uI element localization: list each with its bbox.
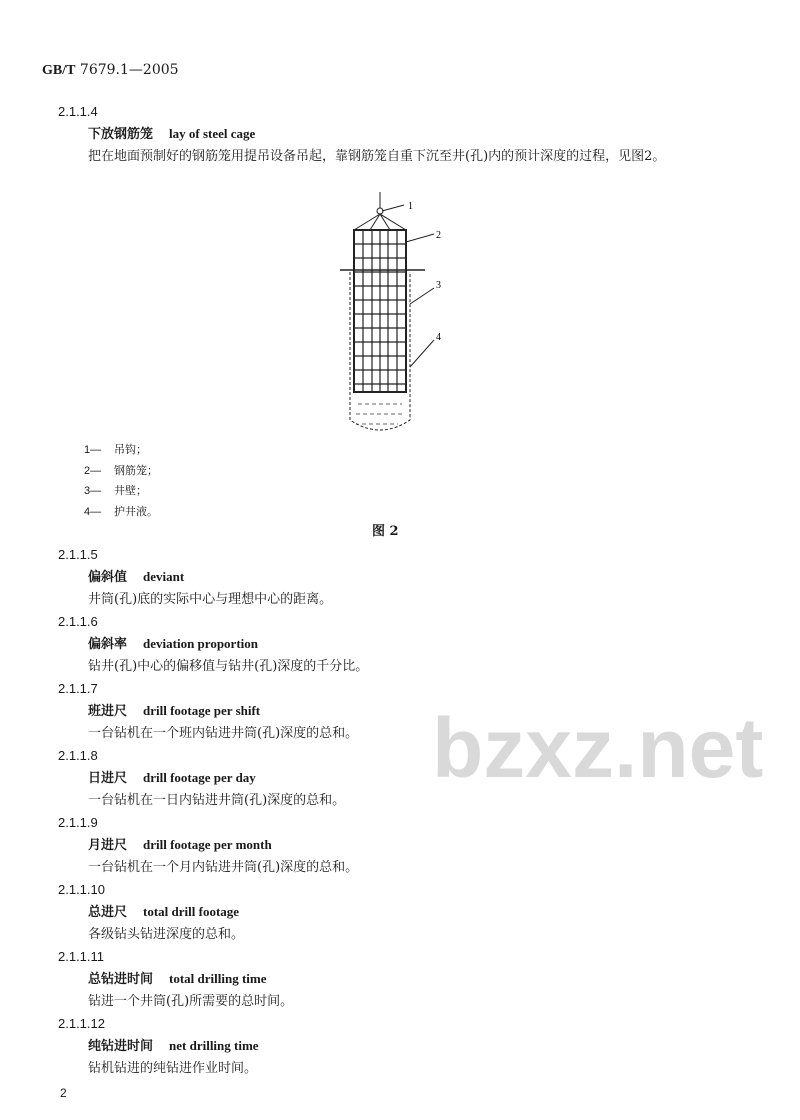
entry-number: 2.1.1.8 xyxy=(58,748,98,763)
term-zh: 纯钻进时间 xyxy=(88,1039,154,1054)
legend-item xyxy=(84,502,158,523)
term-en: deviation proportion xyxy=(143,636,258,651)
term-zh: 班进尺 xyxy=(88,704,128,719)
entry-definition: 一台钻机在一个班内钻进井筒(孔)深度的总和。 xyxy=(88,726,359,741)
term-entry xyxy=(0,879,800,946)
entry-term xyxy=(0,566,800,589)
term-entry xyxy=(0,812,800,879)
entry-term xyxy=(0,901,800,924)
callout-1: 1 xyxy=(408,201,413,212)
legend-item xyxy=(84,440,158,461)
entry-definition: 井筒(孔)底的实际中心与理想中心的距离。 xyxy=(88,592,333,607)
term-zh: 月进尺 xyxy=(88,838,128,853)
entry-number: 2.1.1.7 xyxy=(58,681,98,696)
entry-definition: 把在地面预制好的钢筋笼用提吊设备吊起，靠钢筋笼自重下沉至井(孔)内的预计深度的过程，见图2。 xyxy=(88,149,666,164)
entry-definition: 一台钻机在一日内钻进井筒(孔)深度的总和。 xyxy=(88,793,346,808)
legend-number: 2— xyxy=(84,464,102,477)
page-number: 2 xyxy=(60,1086,67,1100)
term-entry xyxy=(0,611,800,678)
term-entry xyxy=(0,101,800,168)
document-header xyxy=(42,62,179,79)
steel-cage-figure xyxy=(330,192,470,442)
term-entry xyxy=(0,678,800,745)
standard-number: 7679.1—2005 xyxy=(79,62,179,78)
entry-term xyxy=(0,123,800,146)
term-en: net drilling time xyxy=(169,1038,259,1053)
entry-definition: 各级钻头钻进深度的总和。 xyxy=(88,927,245,942)
entry-number: 2.1.1.12 xyxy=(58,1016,105,1031)
term-zh: 总进尺 xyxy=(88,905,128,920)
term-zh: 偏斜值 xyxy=(88,570,128,585)
figure-caption: 图 2 xyxy=(372,524,399,539)
watermark: bzxz.net xyxy=(432,701,764,795)
term-entry xyxy=(0,544,800,611)
callout-4: 4 xyxy=(436,332,441,343)
legend-text: 护井液。 xyxy=(114,504,158,518)
term-zh: 下放钢筋笼 xyxy=(88,127,154,142)
entry-term xyxy=(0,767,800,790)
entry-number: 2.1.1.4 xyxy=(58,104,98,119)
standard-code: GB/T xyxy=(42,63,76,78)
entry-term xyxy=(0,834,800,857)
callout-3: 3 xyxy=(436,280,441,291)
entry-definition: 钻机钻进的纯钻进作业时间。 xyxy=(88,1061,258,1076)
term-en: drill footage per month xyxy=(143,837,272,852)
entry-number: 2.1.1.10 xyxy=(58,882,105,897)
term-en: drill footage per day xyxy=(143,770,256,785)
entry-number: 2.1.1.6 xyxy=(58,614,98,629)
entry-number: 2.1.1.5 xyxy=(58,547,98,562)
term-entry xyxy=(0,745,800,812)
entry-term xyxy=(0,700,800,723)
term-list xyxy=(0,544,800,1080)
term-zh: 偏斜率 xyxy=(88,637,128,652)
term-entry xyxy=(0,946,800,1013)
entry-definition: 一台钻机在一个月内钻进井筒(孔)深度的总和。 xyxy=(88,860,359,875)
term-en: drill footage per shift xyxy=(143,703,261,718)
entry-number: 2.1.1.11 xyxy=(58,949,105,964)
legend-text: 井壁； xyxy=(114,484,147,497)
legend-number: 3— xyxy=(84,485,102,497)
term-en: deviant xyxy=(143,569,185,584)
entry-number: 2.1.1.9 xyxy=(58,815,98,830)
legend-number: 1— xyxy=(84,444,102,456)
callout-2: 2 xyxy=(436,230,441,241)
term-en: total drilling time xyxy=(169,971,267,986)
entry-term xyxy=(0,633,800,656)
legend-text: 钢筋笼； xyxy=(114,463,158,477)
legend-number: 4— xyxy=(84,505,102,518)
entry-definition: 钻进一个井筒(孔)所需要的总时间。 xyxy=(88,994,294,1009)
legend-item xyxy=(84,481,158,502)
figure-legend xyxy=(84,440,158,522)
entry-term xyxy=(0,968,800,991)
legend-item xyxy=(84,461,158,482)
term-en: total drill footage xyxy=(143,904,240,919)
entry-definition: 钻井(孔)中心的偏移值与钻井(孔)深度的千分比。 xyxy=(88,659,369,674)
term-entry xyxy=(0,1013,800,1080)
legend-text: 吊钩； xyxy=(114,443,147,456)
entry-term xyxy=(0,1035,800,1058)
term-en: lay of steel cage xyxy=(169,126,256,141)
term-zh: 总钻进时间 xyxy=(88,972,154,987)
term-zh: 日进尺 xyxy=(88,771,128,786)
